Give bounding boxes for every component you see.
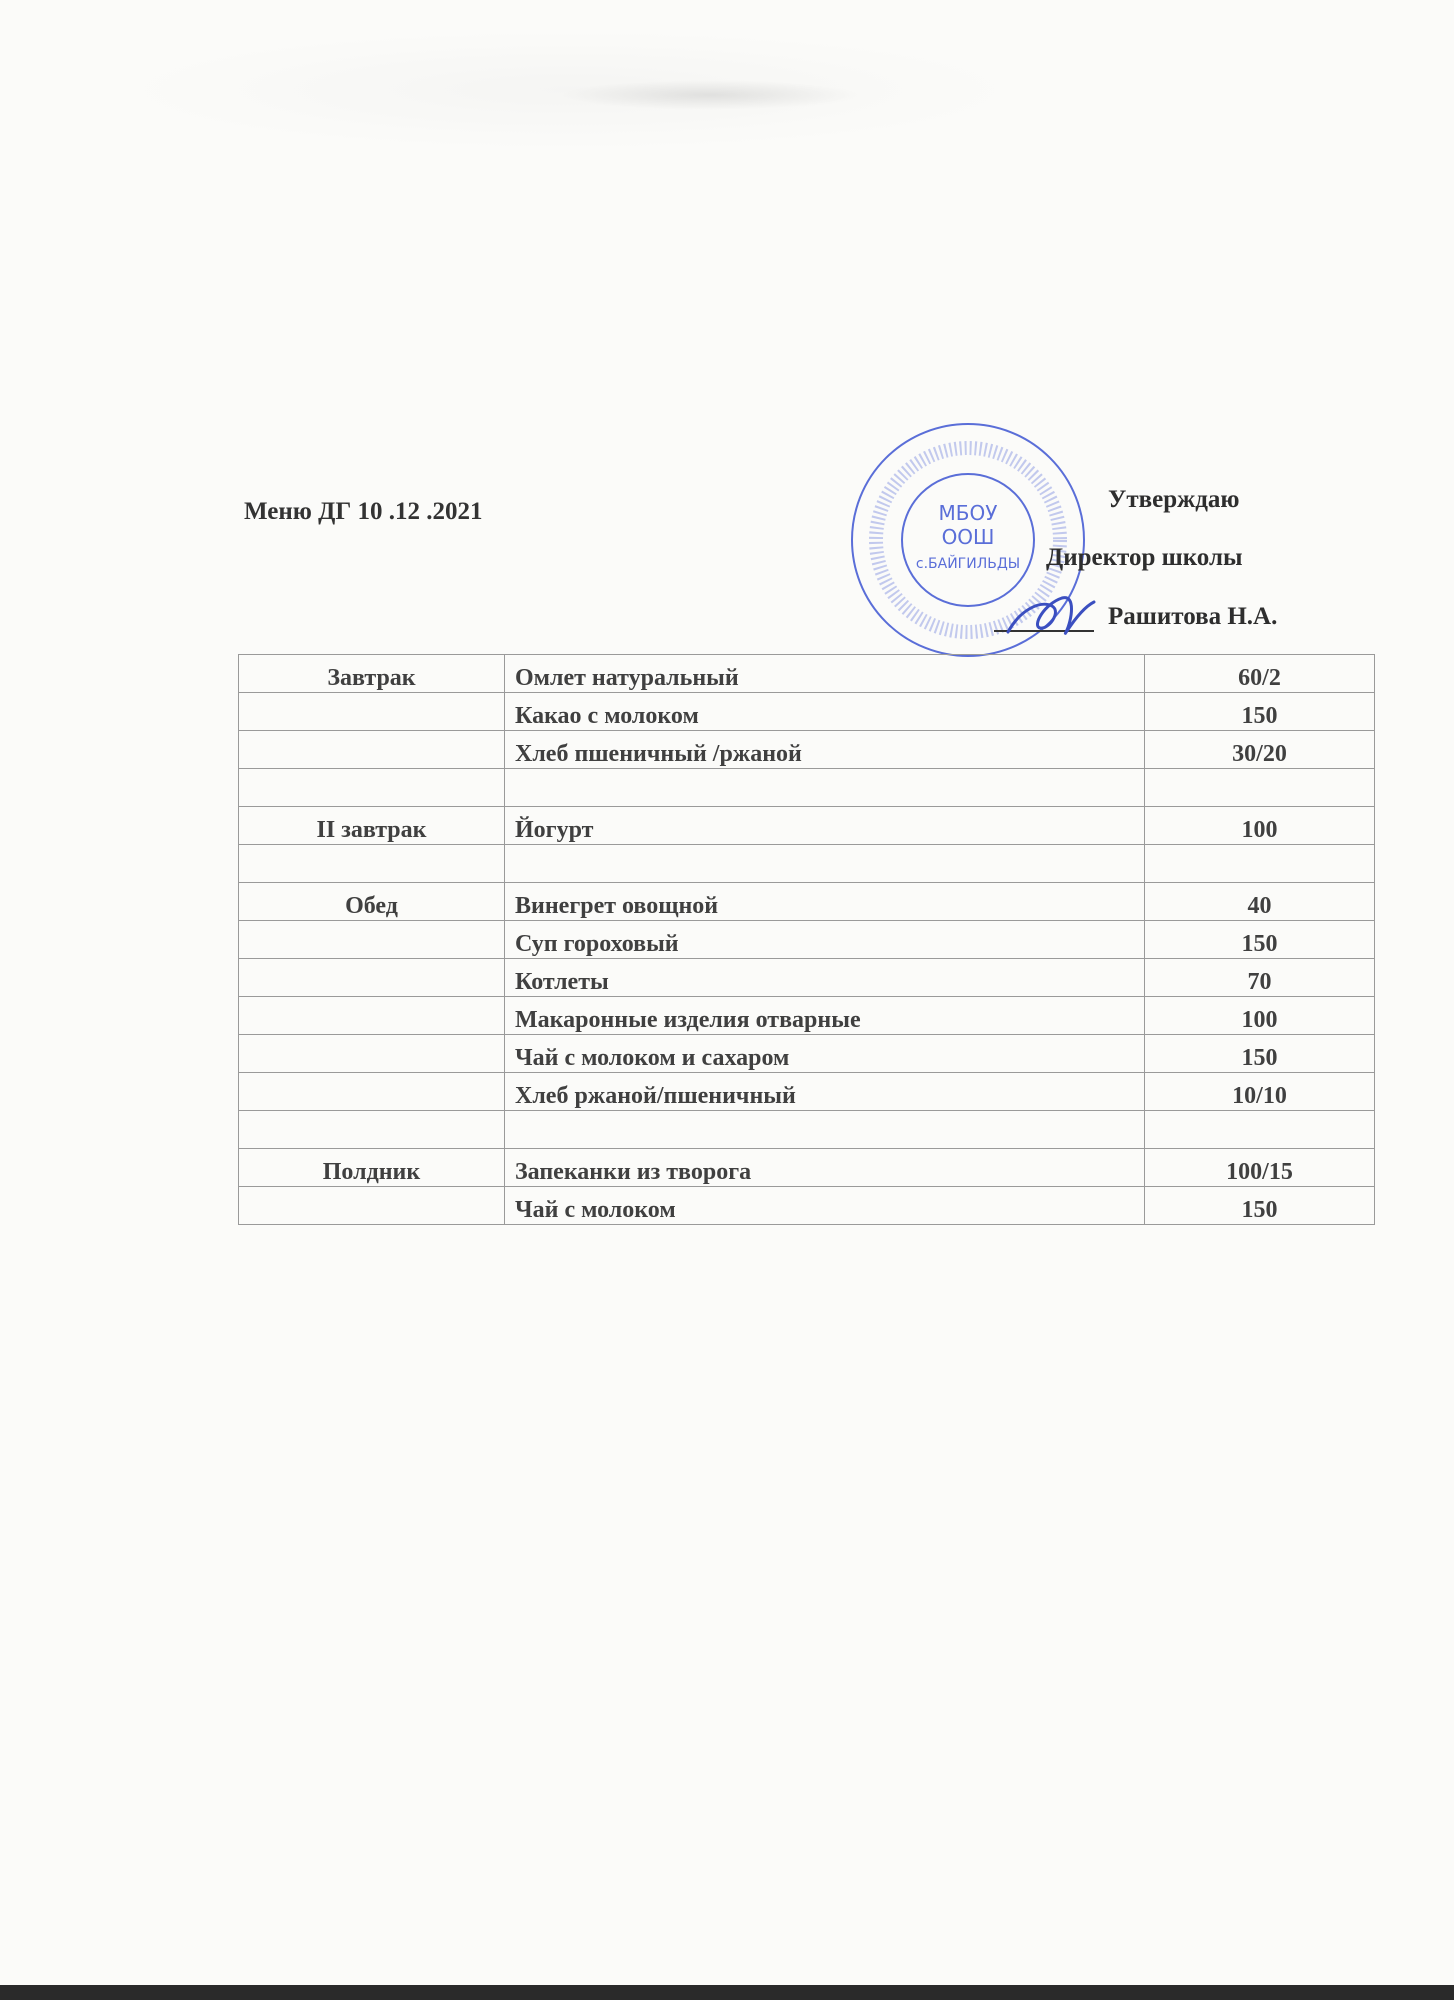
menu-row	[239, 1035, 1375, 1073]
meal-cell	[239, 1073, 505, 1111]
menu-row	[239, 1073, 1375, 1111]
approval-word: Утверждаю	[1108, 486, 1240, 513]
portion-cell: 70	[1145, 959, 1375, 997]
director-title: Директор школы	[1046, 544, 1243, 571]
meal-cell	[239, 1111, 505, 1149]
stamp-center-line3: с.БАЙГИЛЬДЫ	[915, 556, 1021, 572]
dish-cell: Чай с молоком и сахаром	[505, 1035, 1145, 1073]
dish-cell: Макаронные изделия отварные	[505, 997, 1145, 1035]
dish-cell: Какао с молоком	[505, 693, 1145, 731]
menu-row	[239, 1111, 1375, 1149]
menu-row	[239, 1187, 1375, 1225]
meal-cell	[239, 959, 505, 997]
menu-row	[239, 883, 1375, 921]
dish-cell: Запеканки из творога	[505, 1149, 1145, 1187]
dish-cell: Омлет натуральный	[505, 655, 1145, 693]
menu-row	[239, 731, 1375, 769]
menu-title: Меню ДГ 10 .12 .2021	[244, 498, 483, 525]
meal-cell	[239, 693, 505, 731]
portion-cell: 10/10	[1145, 1073, 1375, 1111]
menu-row	[239, 655, 1375, 693]
dish-cell	[505, 845, 1145, 883]
portion-cell: 100	[1145, 807, 1375, 845]
portion-cell: 100/15	[1145, 1149, 1375, 1187]
meal-cell	[239, 1187, 505, 1225]
menu-row	[239, 1149, 1375, 1187]
dish-cell: Котлеты	[505, 959, 1145, 997]
portion-cell: 150	[1145, 693, 1375, 731]
meal-cell: II завтрак	[239, 807, 505, 845]
meal-cell	[239, 845, 505, 883]
portion-cell: 150	[1145, 921, 1375, 959]
menu-row	[239, 693, 1375, 731]
portion-cell: 40	[1145, 883, 1375, 921]
meal-cell	[239, 1035, 505, 1073]
scan-artifact	[560, 80, 860, 110]
portion-cell: 100	[1145, 997, 1375, 1035]
menu-row	[239, 769, 1375, 807]
portion-cell	[1145, 845, 1375, 883]
portion-cell	[1145, 1111, 1375, 1149]
dish-cell: Винегрет овощной	[505, 883, 1145, 921]
meal-cell	[239, 921, 505, 959]
scan-bottom-edge	[0, 1985, 1454, 2000]
director-name: Рашитова Н.А.	[1108, 603, 1278, 630]
menu-table	[238, 654, 1375, 1225]
meal-cell	[239, 997, 505, 1035]
dish-cell	[505, 1111, 1145, 1149]
portion-cell	[1145, 769, 1375, 807]
dish-cell: Хлеб ржаной/пшеничный	[505, 1073, 1145, 1111]
dish-cell	[505, 769, 1145, 807]
dish-cell: Йогурт	[505, 807, 1145, 845]
meal-cell	[239, 731, 505, 769]
menu-row	[239, 959, 1375, 997]
meal-cell	[239, 769, 505, 807]
director-signature	[1000, 580, 1110, 650]
meal-cell: Полдник	[239, 1149, 505, 1187]
menu-row	[239, 997, 1375, 1035]
menu-row	[239, 807, 1375, 845]
portion-cell: 150	[1145, 1035, 1375, 1073]
menu-row	[239, 845, 1375, 883]
portion-cell: 150	[1145, 1187, 1375, 1225]
dish-cell: Суп гороховый	[505, 921, 1145, 959]
portion-cell: 30/20	[1145, 731, 1375, 769]
menu-row	[239, 921, 1375, 959]
dish-cell: Чай с молоком	[505, 1187, 1145, 1225]
meal-cell: Обед	[239, 883, 505, 921]
stamp-center-line2: ООШ	[941, 525, 995, 549]
dish-cell: Хлеб пшеничный /ржаной	[505, 731, 1145, 769]
stamp-center-line1: МБОУ	[938, 501, 998, 525]
meal-cell: Завтрак	[239, 655, 505, 693]
portion-cell: 60/2	[1145, 655, 1375, 693]
